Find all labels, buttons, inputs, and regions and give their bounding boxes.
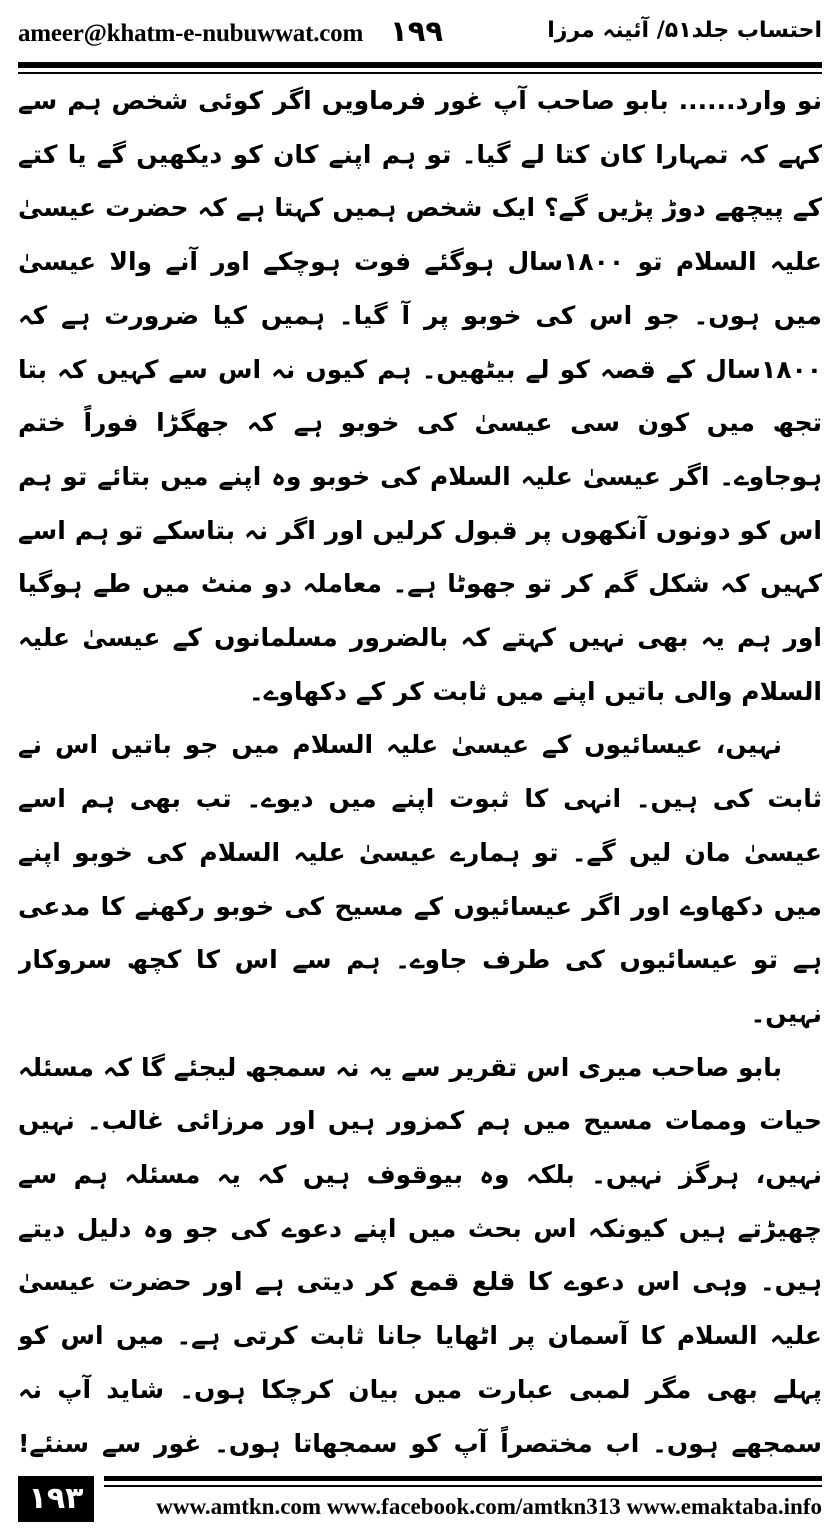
body-text xyxy=(18,74,822,1470)
footer-page-number: ۱۹۳ xyxy=(18,1476,94,1522)
header-rule xyxy=(18,62,822,68)
paragraph-2: نہیں، عیسائیوں کے عیسیٰ علیہ السلام میں جو باتیں اس نے ثابت کی ہیں۔ انہی کا ثبوت اپنے میں دیوے۔ تب بھی ہم اسے عیسیٰ مان لیں گے۔ تو ہمارے عیسیٰ علیہ السلام کی خوبو اپنے میں دکھاوے اور اگر عیسائیوں کے مسیح کی خوبو رکھنے کا مدعی ہے تو عیسائیوں کی طرف جاوے۔ ہم سے اس کا کچھ سروکار نہیں۔ xyxy=(18,730,822,1028)
header-title: احتساب جلد۵۱/ آئینہ مرزا xyxy=(547,18,822,43)
footer-links: www.amtkn.com www.facebook.com/amtkn313 www.emaktaba.info xyxy=(156,1494,822,1519)
paragraph-1: نو وارد...... بابو صاحب آپ غور فرماویں اگر کوئی شخص ہم سے کہے کہ تمہارا کان کتا لے گیا۔ تو ہم اپنے کان کو دیکھیں گے یا کتے کے پیچھے دوڑ پڑیں گے؟ ایک شخص ہمیں کہتا ہے کہ حضرت عیسیٰ علیہ السلام تو ۱۸۰۰سال ہوگئے فوت ہوچکے اور آنے والا عیسیٰ میں ہوں۔ جو اس کی خوبو پر آ گیا۔ ہمیں کیا ضرورت ہے کہ ۱۸۰۰سال کے قصہ کو لے بیٹھیں۔ ہم کیوں نہ اس سے کہیں کہ بتا تجھ میں کون سی عیسیٰ کی خوبو ہے کہ جھگڑا فوراً ختم ہوجاوے۔ اگر عیسیٰ علیہ السلام کی خوبو وہ اپنے میں بتائے تو ہم اس کو دونوں آنکھوں پر قبول کرلیں اور اگر نہ بتاسکے تو ہم اسے کہیں کہ شکل گم کر تو جھوٹا ہے۔ معاملہ دو منٹ میں طے ہوگیا اور ہم یہ بھی نہیں کہتے کہ بالضرور مسلمانوں کے عیسیٰ علیہ السلام والی باتیں اپنے میں ثابت کر کے دکھاوے۔ xyxy=(18,86,822,706)
page-footer xyxy=(18,1476,822,1530)
paragraph-3: بابو صاحب میری اس تقریر سے یہ نہ سمجھ لیجئے گا کہ مسئلہ حیات وممات مسیح میں ہم کمزور ہیں اور مرزائی غالب۔ نہیں نہیں، ہرگز نہیں۔ بلکہ وہ بیوقوف ہیں کہ یہ مسئلہ ہم سے چھیڑتے ہیں کیونکہ اس بحث میں اپنے دعوے کی جو وہ دلیل دیتے ہیں۔ وہی اس دعوے کا قلع قمع کر دیتی ہے اور حضرت عیسیٰ علیہ السلام کا آسمان پر اٹھایا جانا ثابت کرتی ہے۔ میں اس کو پہلے بھی مگر لمبی عبارت میں بیان کرچکا ہوں۔ شاید آپ نہ سمجھے ہوں۔ اب مختصراً آپ کو سمجھاتا ہوں۔ غور سے سنئے! xyxy=(18,1052,822,1458)
footer-rules xyxy=(104,1476,822,1491)
page-header xyxy=(18,14,822,58)
header-page-number: ۱۹۹ xyxy=(390,14,444,48)
header-email: ameer@khatm-e-nubuwwat.com xyxy=(18,20,364,47)
